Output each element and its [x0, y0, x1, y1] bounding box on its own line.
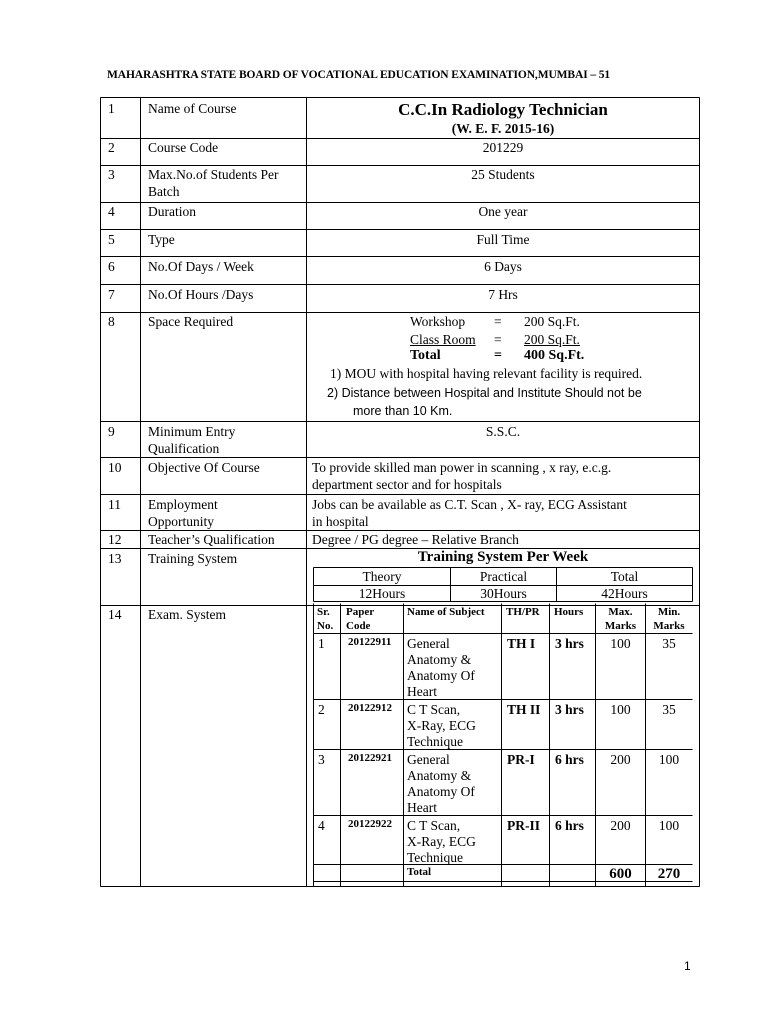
- exam-row-sr: 2: [318, 702, 325, 717]
- row-label: Max.No.of Students Per: [148, 167, 279, 182]
- row-number: 10: [108, 460, 122, 475]
- exam-row-max: 100: [610, 636, 631, 651]
- students-value: 25 Students: [471, 167, 535, 182]
- course-name: C.C.In Radiology Technician: [398, 100, 608, 119]
- hours-value: 7 Hrs: [488, 287, 518, 302]
- exam-row-code: 20122921: [348, 752, 392, 764]
- exam-row-min: 100: [658, 818, 680, 833]
- exam-header-thpr: TH/PR: [506, 606, 540, 618]
- exam-row-subject: Anatomy Of: [407, 784, 475, 799]
- space-note-1: 1) MOU with hospital having relevant facility is required.: [330, 366, 643, 381]
- classroom-label: Class Room: [410, 332, 476, 347]
- exam-header-subject: Name of Subject: [407, 606, 485, 618]
- objective-line-2: department sector and for hospitals: [312, 477, 502, 492]
- exam-total-min: 270: [657, 866, 681, 882]
- row-number: 1: [108, 101, 115, 116]
- row-label: Objective Of Course: [148, 460, 260, 475]
- exam-row-max: 200: [610, 752, 631, 767]
- exam-row-subject: X-Ray, ECG: [407, 834, 476, 849]
- exam-row-min: 35: [662, 702, 676, 717]
- row-label: Exam. System: [148, 607, 226, 622]
- row-number: 13: [108, 551, 122, 566]
- exam-header-min: Min.: [657, 606, 681, 618]
- exam-row-subject: General: [407, 636, 450, 651]
- days-value: 6 Days: [484, 259, 522, 274]
- type-value: Full Time: [476, 232, 530, 247]
- teacher-qualification-value: Degree / PG degree – Relative Branch: [312, 532, 519, 547]
- row-number: 9: [108, 424, 115, 439]
- total-space-label: Total: [410, 348, 441, 363]
- exam-row-max: 200: [610, 818, 631, 833]
- row-label: Duration: [148, 204, 196, 219]
- exam-header-min: Marks: [653, 620, 685, 632]
- course-code-value: 201229: [482, 140, 524, 155]
- row-number: 7: [108, 287, 115, 302]
- board-header: MAHARASHTRA STATE BOARD OF VOCATIONAL EDUCATION EXAMINATION,MUMBAI – 51: [107, 69, 611, 81]
- training-value-total: 42Hours: [601, 586, 648, 601]
- training-header-practical: Practical: [479, 569, 528, 584]
- training-value-theory: 12Hours: [358, 586, 406, 601]
- row-label: Qualification: [148, 441, 220, 456]
- exam-header-max: Max.: [608, 606, 633, 618]
- training-title: Training System Per Week: [417, 549, 589, 565]
- classroom-eq: =: [494, 332, 502, 347]
- exam-row-subject: C T Scan,: [407, 818, 461, 833]
- exam-row-hours: 3 hrs: [555, 636, 584, 651]
- row-number: 5: [108, 232, 115, 247]
- row-label: Type: [148, 232, 175, 247]
- exam-row-subject: Anatomy Of: [407, 668, 475, 683]
- row-label: Course Code: [148, 140, 219, 155]
- exam-row-subject: X-Ray, ECG: [407, 718, 476, 733]
- row-label: Space Required: [148, 314, 234, 329]
- exam-row-type: TH II: [507, 702, 541, 717]
- duration-value: One year: [478, 204, 528, 219]
- exam-header-code: Paper: [346, 606, 375, 618]
- training-header-total: Total: [610, 569, 639, 584]
- exam-row-type: PR-II: [507, 818, 540, 833]
- exam-total-max: 600: [609, 866, 632, 882]
- row-number: 4: [108, 204, 115, 219]
- exam-row-sr: 1: [318, 636, 325, 651]
- course-wef: (W. E. F. 2015-16): [451, 121, 555, 136]
- employment-line-1: Jobs can be available as C.T. Scan , X- ray, ECG Assistant: [312, 497, 627, 512]
- exam-row-subject: Anatomy &: [407, 768, 472, 783]
- row-number: 11: [108, 497, 121, 512]
- exam-row-subject: Anatomy &: [407, 652, 472, 667]
- exam-row-code: 20122922: [348, 818, 392, 830]
- exam-row-subject: General: [407, 752, 450, 767]
- exam-row-subject: Heart: [407, 800, 437, 815]
- workshop-value: 200 Sq.Ft.: [524, 314, 580, 329]
- space-note-2a: 2) Distance between Hospital and Institute Should not be: [327, 386, 642, 400]
- row-label: Minimum Entry: [148, 424, 236, 439]
- exam-row-subject: Heart: [407, 684, 437, 699]
- total-space-eq: =: [494, 348, 502, 363]
- exam-row-type: TH I: [507, 636, 536, 651]
- space-note-2b: more than 10 Km.: [353, 404, 453, 418]
- page-number: 1: [684, 959, 691, 973]
- exam-row-subject: Technique: [407, 850, 464, 865]
- exam-header-sr: Sr.: [317, 606, 330, 618]
- exam-header-sr: No.: [317, 620, 334, 632]
- exam-row-code: 20122911: [348, 636, 392, 648]
- row-label: No.Of Days / Week: [148, 259, 254, 274]
- row-label: Batch: [148, 184, 180, 199]
- row-label: Training System: [148, 551, 238, 566]
- exam-row-max: 100: [610, 702, 631, 717]
- exam-row-hours: 6 hrs: [555, 752, 584, 767]
- row-label: Name of Course: [148, 101, 237, 116]
- row-number: 2: [108, 140, 115, 155]
- row-label: Employment: [148, 497, 218, 512]
- row-label: Teacher’s Qualification: [148, 532, 275, 547]
- training-value-practical: 30Hours: [480, 586, 527, 601]
- exam-row-type: PR-I: [507, 752, 535, 767]
- exam-header-max: Marks: [604, 620, 637, 632]
- objective-line-1: To provide skilled man power in scanning , x ray, e.c.g.: [312, 460, 612, 475]
- exam-row-code: 20122912: [348, 702, 392, 714]
- exam-row-min: 35: [662, 636, 676, 651]
- row-number: 3: [108, 167, 115, 182]
- row-number: 12: [108, 532, 122, 547]
- workshop-eq: =: [494, 314, 502, 329]
- total-space-value: 400 Sq.Ft.: [524, 348, 585, 363]
- row-label: No.Of Hours /Days: [148, 287, 254, 302]
- row-label: Opportunity: [148, 514, 214, 529]
- classroom-value: 200 Sq.Ft.: [524, 332, 580, 347]
- exam-row-hours: 6 hrs: [555, 818, 584, 833]
- employment-line-2: in hospital: [312, 514, 369, 529]
- row-number: 8: [108, 314, 115, 329]
- exam-row-min: 100: [658, 752, 680, 767]
- exam-header-code: Code: [346, 620, 371, 632]
- exam-row-subject: Technique: [407, 734, 464, 749]
- row-number: 6: [108, 259, 115, 274]
- exam-header-hours: Hours: [554, 606, 584, 618]
- exam-row-sr: 3: [318, 752, 325, 767]
- exam-total-label: Total: [407, 866, 432, 878]
- exam-row-subject: C T Scan,: [407, 702, 461, 717]
- row-number: 14: [108, 607, 122, 622]
- workshop-label: Workshop: [410, 314, 466, 329]
- exam-row-sr: 4: [318, 818, 325, 833]
- training-header-theory: Theory: [362, 569, 402, 584]
- exam-row-hours: 3 hrs: [555, 702, 584, 717]
- entry-qualification-value: S.S.C.: [485, 424, 521, 439]
